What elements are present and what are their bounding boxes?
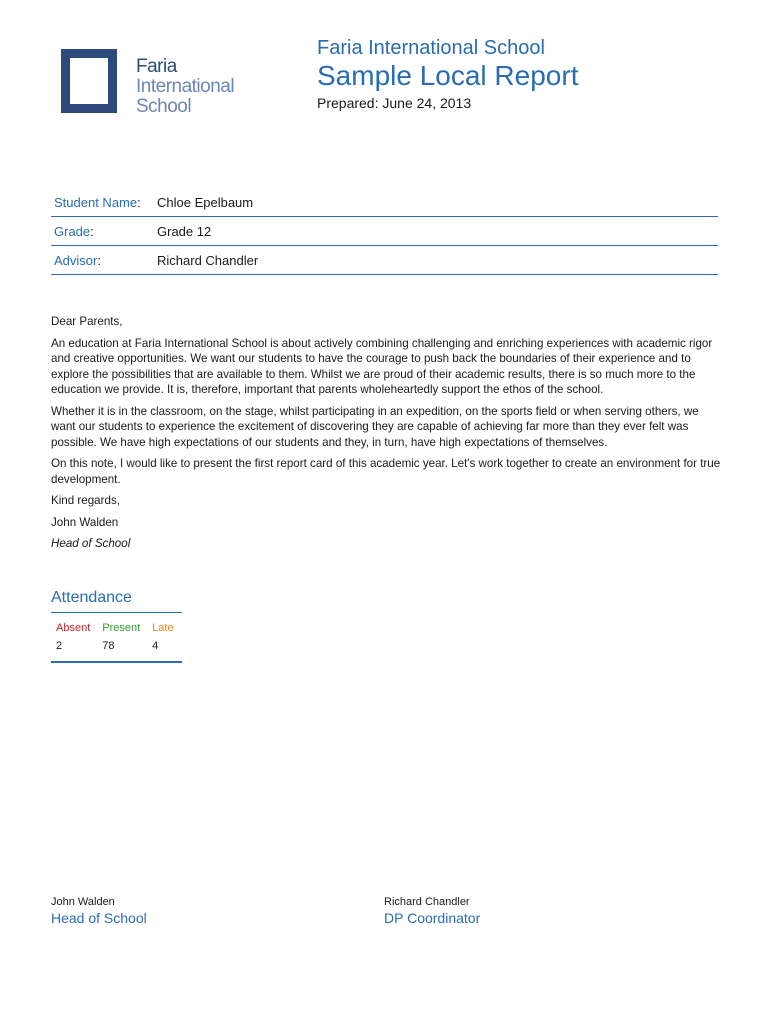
- signature-title: Head of School: [51, 910, 147, 926]
- logo-line-2: International: [136, 76, 235, 97]
- prepared-date: June 24, 2013: [382, 95, 472, 111]
- logo-text: [136, 57, 234, 117]
- letter-body: [51, 314, 721, 558]
- grade-value: Grade 12: [157, 223, 212, 239]
- late-label: Late: [152, 622, 174, 634]
- grade-label: Grade: [54, 223, 91, 239]
- present-label: Present: [102, 622, 141, 634]
- student-info: [51, 188, 718, 275]
- report-header: [317, 36, 578, 112]
- late-column: [152, 619, 173, 655]
- present-value: 78: [102, 640, 115, 652]
- attendance-section: [51, 587, 182, 663]
- letter-closing: Kind regards,: [51, 494, 120, 507]
- logo-line-1: Faria: [136, 56, 177, 77]
- letter-signer-name: John Walden: [51, 515, 119, 529]
- logo-square-icon: [61, 49, 117, 113]
- grade-row: Grade: Grade 12: [51, 217, 718, 246]
- advisor-value: Richard Chandler: [157, 252, 259, 268]
- prepared-label: Prepared:: [317, 95, 379, 111]
- attendance-table: [51, 613, 182, 663]
- student-name-label: Student Name: [54, 194, 138, 210]
- signature-block-head: [51, 895, 147, 927]
- absent-value: 2: [56, 640, 63, 652]
- report-title: Sample Local Report: [317, 60, 579, 91]
- letter-greeting: Dear Parents,: [51, 315, 123, 328]
- prepared-line: [317, 94, 578, 112]
- student-name-value: Chloe Epelbaum: [157, 194, 254, 210]
- attendance-title: Attendance: [51, 587, 182, 613]
- advisor-label: Advisor: [54, 252, 98, 268]
- student-name-row: Student Name: Chloe Epelbaum: [51, 188, 718, 217]
- advisor-row: Advisor: Richard Chandler: [51, 246, 718, 275]
- letter-paragraph-2: Whether it is in the classroom, on the stage, whilst participating in an expedition, on the sports field or when serving others, we want our students to experience the excitement of discovering they are capable of achieving far more than they ever felt was possible. We have high expectations of our students and they, in turn, have high expectations of themselves.: [51, 404, 699, 449]
- signature-name: John Walden: [51, 896, 115, 908]
- signature-block-coordinator: [384, 895, 480, 927]
- school-name: Faria International School: [317, 37, 545, 59]
- present-column: [102, 619, 140, 655]
- letter-paragraph-1: An education at Faria International School is about actively combining challenging and enriching experiences with academic rigor and creative opportunities. We want our students to have the courage to push back the boundaries of their experience and to explore the possibilities that are available to them. Whilst we are proud of their academic results, there is so much more to the education we provide. It is, therefore, important that parents wholeheartedly support the ethos of the school.: [51, 336, 713, 396]
- letter-signer-title: Head of School: [51, 537, 131, 550]
- signature-name: Richard Chandler: [384, 896, 470, 908]
- signature-title: DP Coordinator: [384, 910, 481, 926]
- late-value: 4: [152, 640, 159, 652]
- letter-paragraph-3: On this note, I would like to present the first report card of this academic year. Let's work together to create an environment for true development.: [51, 457, 721, 486]
- absent-label: Absent: [56, 622, 91, 634]
- logo-line-3: School: [136, 96, 192, 117]
- absent-column: [56, 619, 90, 655]
- school-logo: [61, 49, 241, 129]
